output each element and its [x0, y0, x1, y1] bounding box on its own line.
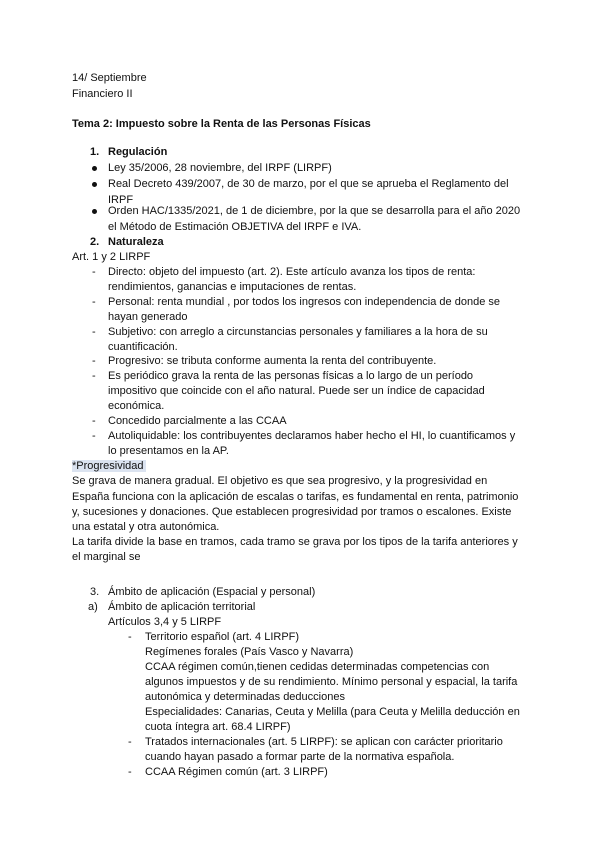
section1-number: 1.: [90, 146, 100, 158]
nature-item: Subjetivo: con arreglo a circunstancias personales y familiares a la hora de su: [108, 326, 488, 338]
nature-item: Progresivo: se tributa conforme aumenta la renta del contribuyente.: [108, 355, 437, 367]
territorial-item: Tratados internacionales (art. 5 LIRPF): se aplican con carácter prioritario: [145, 736, 503, 748]
territorial-line: Especialidades: Canarias, Ceuta y Melilla (para Ceuta y Melilla deducción en: [145, 706, 520, 718]
territorial-line: algunos impuestos y de su rendimiento. Mínimo personal y espacial, la tarifa: [145, 676, 518, 688]
territorial-line: cuota íntegra art. 68.4 LIRPF): [145, 721, 291, 733]
progresividad-text: Se grava de manera gradual. El objetivo es que sea progresivo, y la progresividad en: [72, 475, 488, 487]
nature-item-continued: rendimientos, ganancias e imputaciones de rentas.: [108, 281, 357, 293]
sub-a-title: Ámbito de aplicación territorial: [108, 601, 256, 613]
dash-marker: -: [92, 326, 96, 338]
dash-marker: -: [92, 266, 96, 278]
nature-item: Directo: objeto del impuesto (art. 2). Este artículo avanza los tipos de renta:: [108, 266, 476, 278]
territorial-line: Regímenes forales (País Vasco y Navarra): [145, 646, 354, 658]
section2-number: 2.: [90, 236, 100, 248]
nature-item-continued: hayan generado: [108, 311, 188, 323]
nature-item: Autoliquidable: los contribuyentes declaramos haber hecho el HI, lo cuantificamos y: [108, 430, 516, 442]
section3-title: Ámbito de aplicación (Espacial y personal): [108, 586, 316, 598]
nature-item-continued: lo presentamos en la AP.: [108, 445, 229, 457]
section2-title: Naturaleza: [108, 236, 164, 248]
dash-marker: -: [92, 430, 96, 442]
dash-marker: -: [128, 766, 132, 778]
section1-title: Regulación: [108, 146, 168, 158]
regulation-item-continued: el Método de Estimación OBJETIVA del IRPF e IVA.: [108, 221, 362, 233]
progresividad-highlight: *Progresividad: [72, 460, 144, 472]
territorial-line: CCAA régimen común,tienen cedidas determinadas competencias con: [145, 661, 490, 673]
topic-title: Tema 2: Impuesto sobre la Renta de las Personas Físicas: [72, 118, 371, 130]
bullet-dot: [92, 166, 97, 171]
dash-marker: -: [92, 296, 96, 308]
nature-item: Es periódico grava la renta de las personas físicas a lo largo de un período: [108, 370, 474, 382]
territorial-line: autonómica y determinadas deducciones: [145, 691, 345, 703]
territorial-line: cuando hayan pasado a formar parte de la normativa española.: [145, 751, 455, 763]
regulation-item: Real Decreto 439/2007, de 30 de marzo, por el que se aprueba el Reglamento del: [108, 178, 509, 190]
regulation-item-continued: IRPF: [108, 194, 134, 206]
progresividad-text: el marginal se: [72, 551, 141, 563]
dash-marker: -: [128, 631, 132, 643]
territorial-item: CCAA Régimen común (art. 3 LIRPF): [145, 766, 328, 778]
nature-item: Personal: renta mundial , por todos los ingresos con independencia de donde se: [108, 296, 500, 308]
sub-a-marker: a): [88, 601, 98, 613]
articles-line: Artículos 3,4 y 5 LIRPF: [108, 616, 222, 628]
date-line: 14/ Septiembre: [72, 72, 147, 84]
progresividad-text: España funciona con la aplicación de escalas o tarifas, es fundamental en renta, patrimonio: [72, 491, 519, 503]
subject-line: Financiero II: [72, 88, 133, 100]
nature-item-continued: económica.: [108, 400, 165, 412]
nature-item: Concedido parcialmente a las CCAA: [108, 415, 287, 427]
progresividad-label: [72, 458, 146, 474]
dash-marker: -: [92, 415, 96, 427]
dash-marker: -: [92, 370, 96, 382]
progresividad-text: una estatal y otra autonómica.: [72, 521, 220, 533]
regulation-item: Ley 35/2006, 28 noviembre, del IRPF (LIRPF): [108, 162, 332, 174]
progresividad-text: La tarifa divide la base en tramos, cada tramo se grava por los tipos de la tarifa anteriores y: [72, 536, 518, 548]
nature-item-continued: impositivo que coincide con el año natural. Puede ser un índice de capacidad: [108, 385, 485, 397]
territorial-item: Territorio español (art. 4 LIRPF): [145, 631, 300, 643]
bullet-dot: [92, 182, 97, 187]
section3-number: 3.: [90, 586, 100, 598]
progresividad-text: y, sucesiones y donaciones. Que establecen progresividad por tramos o escalones. Existe: [72, 506, 512, 518]
dash-marker: -: [92, 355, 96, 367]
nature-item-continued: cuantificación.: [108, 341, 178, 353]
dash-marker: -: [128, 736, 132, 748]
section2-intro: Art. 1 y 2 LIRPF: [72, 251, 151, 263]
bullet-dot: [92, 209, 97, 214]
regulation-item: Orden HAC/1335/2021, de 1 de diciembre, por la que se desarrolla para el año 2020: [108, 205, 521, 217]
